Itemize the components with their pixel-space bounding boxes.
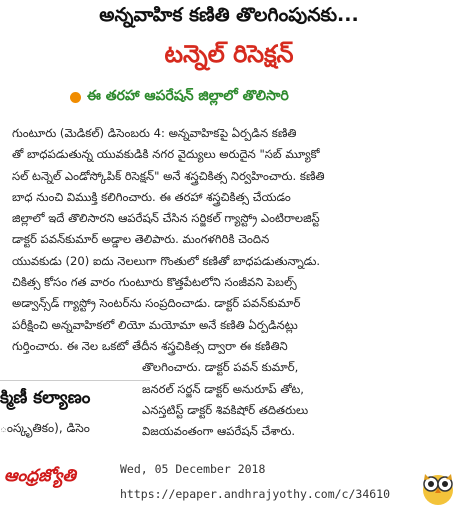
body-line: తొలగించారు. డాక్టర్ పవన్ కుమార్,	[142, 360, 299, 375]
body-line: అడ్వాన్స్‌డ్ గ్యాస్ట్రో సెంటర్‌ను సంప్రదించాడు. డాక్టర్ పవన్‌కుమార్	[12, 296, 301, 311]
body-line: యువకుడు (20) ఐదు నెలలుగా గొంతులో కణితో బాధపడుతున్నాడు.	[12, 253, 321, 268]
body-line: బాధ నుంచి విముక్తి కలిగించారు. ఈ తరహా శస్త్రచికిత్స చేయడం	[12, 189, 291, 204]
body-line: ఎనస్తటిస్ట్ డాక్టర్ శివకిషోర్ తదితరులు	[142, 402, 309, 417]
body-line: గుర్తించారు. ఈ నెల ఒకటో తేదీన శస్త్రచికిత్స ద్వారా ఈ కణితిని	[12, 338, 288, 353]
article-subhead	[70, 88, 450, 107]
side-story-heading: క్మిణీ కల్యాణం	[0, 388, 91, 408]
body-line: సల్ టన్నెల్ ఎండోస్కోపిక్ రిసెక్షన్" అనే శస్త్రచికిత్స నిర్వహించారు. కణితి	[12, 168, 325, 183]
edition-date: Wed, 05 December 2018	[120, 462, 266, 476]
owl-mascot-icon	[420, 466, 456, 506]
body-line: గుంటూరు (మెడికల్) డిసెంబరు 4: అన్నవాహికపై ఏర్పడిన కణితి	[12, 126, 297, 140]
epaper-link[interactable]: https://epaper.andhrajyothy.com/c/34610	[120, 487, 391, 501]
subhead-text: ఈ తరహా ఆపరేషన్ జిల్లాలో తొలిసారి	[87, 88, 289, 104]
newspaper-logo: ఆంధ్రజ్యోతి	[4, 466, 76, 486]
body-line: జనరల్ సర్జన్ డాక్టర్ అనురూప్ తోట,	[142, 381, 304, 396]
body-line: తో బాధపడుతున్న యువకుడికి నగర వైద్యులు అరుదైన "సబ్ మ్యూకో	[12, 147, 320, 162]
body-line: జిల్లాలో ఇదే తొలిసారని ఆపరేషన్ చేసిన సర్జికల్ గ్యాస్ట్రో ఎంటిరాలజిస్ట్	[12, 211, 320, 226]
body-line: డాక్టర్ పవన్‌కుమార్ అడ్డాల తెలిపారు. మంగళగిరికి చెందిన	[12, 232, 270, 247]
article-kicker: అన్నవాహిక కణితి తొలగింపునకు...	[99, 4, 359, 26]
body-line: విజయవంతంగా ఆపరేషన్ చేశారు.	[142, 424, 296, 439]
column-divider	[0, 380, 150, 381]
body-line: చికిత్స కోసం గత వారం గుంటూరు కొత్తపేటలోని సంజీవని పెబల్స్	[12, 275, 297, 290]
bullet-icon	[70, 92, 81, 103]
article-headline: టన్నెల్ రిసెక్షన్	[164, 40, 294, 68]
side-story-text: ంస్కృతికం), డిసెం	[0, 421, 90, 435]
body-line: పరీక్షించి అన్నవాహికలో లియో మయోమా అనే కణితి ఏర్పడినట్లు	[12, 317, 298, 332]
